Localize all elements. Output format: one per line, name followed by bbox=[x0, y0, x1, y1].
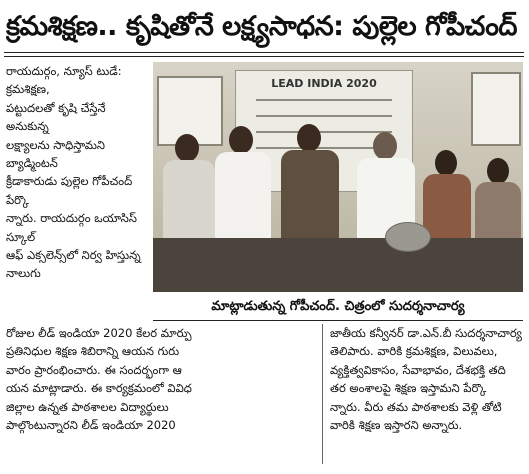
photo-caption: మాట్లాడుతున్న గోపీచంద్. చిత్రంలో సుదర్శనాచార్య bbox=[211, 299, 465, 314]
left-line-4: క్రీడాకారుడు పుల్లెల గోపీచంద్ పేర్కొ bbox=[6, 174, 133, 207]
bottom-right-line-1: జాతీయ కన్వీనర్ డా.ఎన్.బీ సుదర్శనాచార్య bbox=[330, 326, 522, 340]
bottom-left-line-5: జిల్లాల ఉన్నత పాఠశాలల విద్యార్థులు bbox=[6, 399, 169, 414]
bottom-left-column bbox=[6, 324, 316, 464]
caption-rule bbox=[153, 320, 523, 321]
bottom-right-line-2: తెలిపారు. వారికి క్రమశిక్షణ, విలువలు, bbox=[330, 344, 498, 359]
flower-bowl bbox=[385, 222, 431, 252]
left-text-column bbox=[6, 62, 148, 320]
column-separator bbox=[322, 324, 323, 464]
article-headline: క్రమశిక్షణ.. కృషితోనే లక్ష్యసాధన: పుల్లెల గోపీచంద్ bbox=[6, 11, 517, 42]
bottom-right-line-6: వారికి శిక్షణ ఇస్తారని అన్నారు. bbox=[330, 418, 463, 433]
bottom-left-line-4: యన మాట్లాడారు. ఈ కార్యక్రమంలో వివిధ bbox=[6, 381, 192, 396]
left-line-3: లక్ష్యాలను సాధిస్తామని బ్యాడ్మింటన్ bbox=[6, 137, 105, 171]
bottom-right-line-4: తర అంశాలపై శిక్షణ ఇస్తామని పేర్కొ bbox=[330, 381, 487, 396]
bottom-left-line-3: వారం ప్రారంభించారు. ఈ సందర్భంగా ఆ bbox=[6, 362, 182, 377]
bottom-left-line-6: పాల్గొంటున్నారని లీడ్ ఇండియా 2020 bbox=[6, 418, 176, 433]
photo-window-right bbox=[471, 72, 521, 146]
bottom-right-line-3: వ్యక్తిత్వవికాసం, సేవాభావం, దేశభక్తి తది bbox=[330, 362, 506, 377]
left-line-2: పట్టుదలతో కృషి చేస్తేనే అనుకున్న bbox=[6, 100, 106, 134]
left-line-1: రాయదుర్గం, న్యూస్ టుడే: క్రమశిక్షణ, bbox=[6, 64, 122, 97]
bottom-left-line-1: రోజుల లీడ్ ఇండియా 2020 కేలర మార్పు bbox=[6, 326, 192, 340]
bottom-right-column bbox=[330, 324, 524, 464]
bottom-right-line-5: న్నారు. వీరు తమ పాఠశాలకు వెళ్లి తోటి bbox=[330, 399, 502, 414]
banner-title: LEAD INDIA 2020 bbox=[271, 77, 377, 90]
event-photo bbox=[153, 62, 523, 292]
headline-rule bbox=[4, 52, 524, 53]
bottom-left-line-2: ప్రతినిధుల శిక్షణ శిబిరాన్ని ఆయన గురు bbox=[6, 344, 180, 359]
left-line-6: ఆఫ్ ఎక్సలెన్స్‌లో నిర్వ హిస్తున్న నాలుగు bbox=[6, 248, 141, 281]
photo-table bbox=[153, 238, 523, 292]
headline-rule-thin bbox=[4, 56, 524, 57]
left-line-5: న్నారు. రాయదుర్గం ఒయాసిస్ స్కూల్ bbox=[6, 211, 137, 244]
